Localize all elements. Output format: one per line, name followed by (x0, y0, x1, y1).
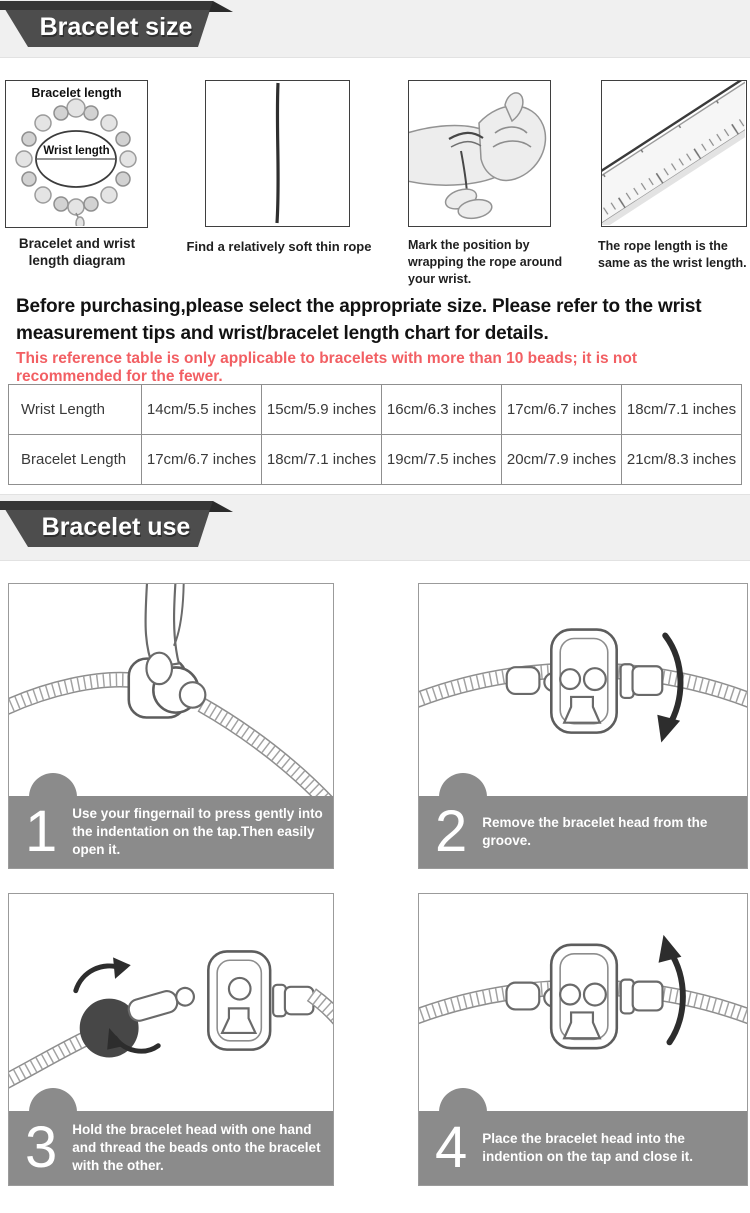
step2-remove-head-illustration (419, 584, 747, 797)
step4-caption: Place the bracelet head into the indention on the tap and close it. (482, 1130, 694, 1164)
step1-caption: Use your fingernail to press gently into the indentation on the tap.Then easily open it. (72, 805, 323, 858)
caption-wrist-wrap: Mark the position by wrapping the rope around your wrist. (408, 238, 563, 286)
size-section-title: Bracelet size (39, 13, 193, 41)
panel-rope (205, 80, 350, 227)
use-section-title: Bracelet use (41, 513, 191, 541)
panel-wrist-wrap (408, 80, 551, 227)
step3-caption: Hold the bracelet head with one hand and thread the beads onto the bracelet with the other. (72, 1121, 321, 1174)
wrist-length-label: Wrist length (43, 145, 110, 157)
step3-number: 3 (25, 1114, 58, 1180)
cell: 17cm/6.7 inches (502, 385, 622, 435)
panel-bracelet-diagram (5, 80, 148, 228)
step4-close-clasp-illustration (419, 894, 747, 1110)
cell: 15cm/5.9 inches (262, 385, 382, 435)
step-card-2 (418, 583, 748, 869)
caption-bracelet-diagram: Bracelet and wrist length diagram (18, 236, 136, 268)
step1-banner (9, 796, 333, 868)
step1-number: 1 (25, 798, 58, 864)
step-card-1 (8, 583, 334, 869)
cell: 19cm/7.5 inches (382, 435, 502, 485)
row-header-wrist: Wrist Length (9, 385, 142, 435)
table-row-wrist (9, 385, 742, 435)
bracelet-length-label: Bracelet length (31, 86, 122, 100)
size-header-ribbon (0, 0, 235, 52)
cell: 16cm/6.3 inches (382, 385, 502, 435)
rope-photo (206, 81, 349, 225)
caption-rope: Find a relatively soft thin rope (186, 239, 372, 254)
use-header-ribbon (0, 500, 235, 552)
cell: 14cm/5.5 inches (142, 385, 262, 435)
wrist-photo (409, 81, 549, 225)
step3-thread-beads-illustration (9, 894, 333, 1110)
cell: 20cm/7.9 inches (502, 435, 622, 485)
caption-ruler: The rope length is the same as the wrist length. (598, 239, 747, 270)
panel-ruler (601, 80, 747, 227)
table-row-bracelet (9, 435, 742, 485)
step2-caption: Remove the bracelet head from the groove. (482, 814, 708, 848)
step1-open-clasp-illustration (9, 584, 333, 797)
cell: 21cm/8.3 inches (622, 435, 742, 485)
step2-banner (419, 796, 747, 868)
cell: 17cm/6.7 inches (142, 435, 262, 485)
size-table (8, 384, 742, 485)
step4-banner (419, 1111, 747, 1185)
ruler-photo (602, 81, 745, 225)
warning-text: This reference table is only applicable to bracelets with more than 10 beads; it is not recommended for the fewer. (16, 350, 638, 385)
step2-number: 2 (435, 798, 468, 864)
row-header-bracelet: Bracelet Length (9, 435, 142, 485)
step-card-4 (418, 893, 748, 1186)
step-card-3 (8, 893, 334, 1186)
intro-text: Before purchasing,please select the appropriate size. Please refer to the wrist measurement tips and wrist/bracelet length chart for details. (16, 296, 702, 344)
step3-banner (9, 1111, 333, 1185)
cell: 18cm/7.1 inches (262, 435, 382, 485)
cell: 18cm/7.1 inches (622, 385, 742, 435)
step4-number: 4 (435, 1114, 468, 1180)
